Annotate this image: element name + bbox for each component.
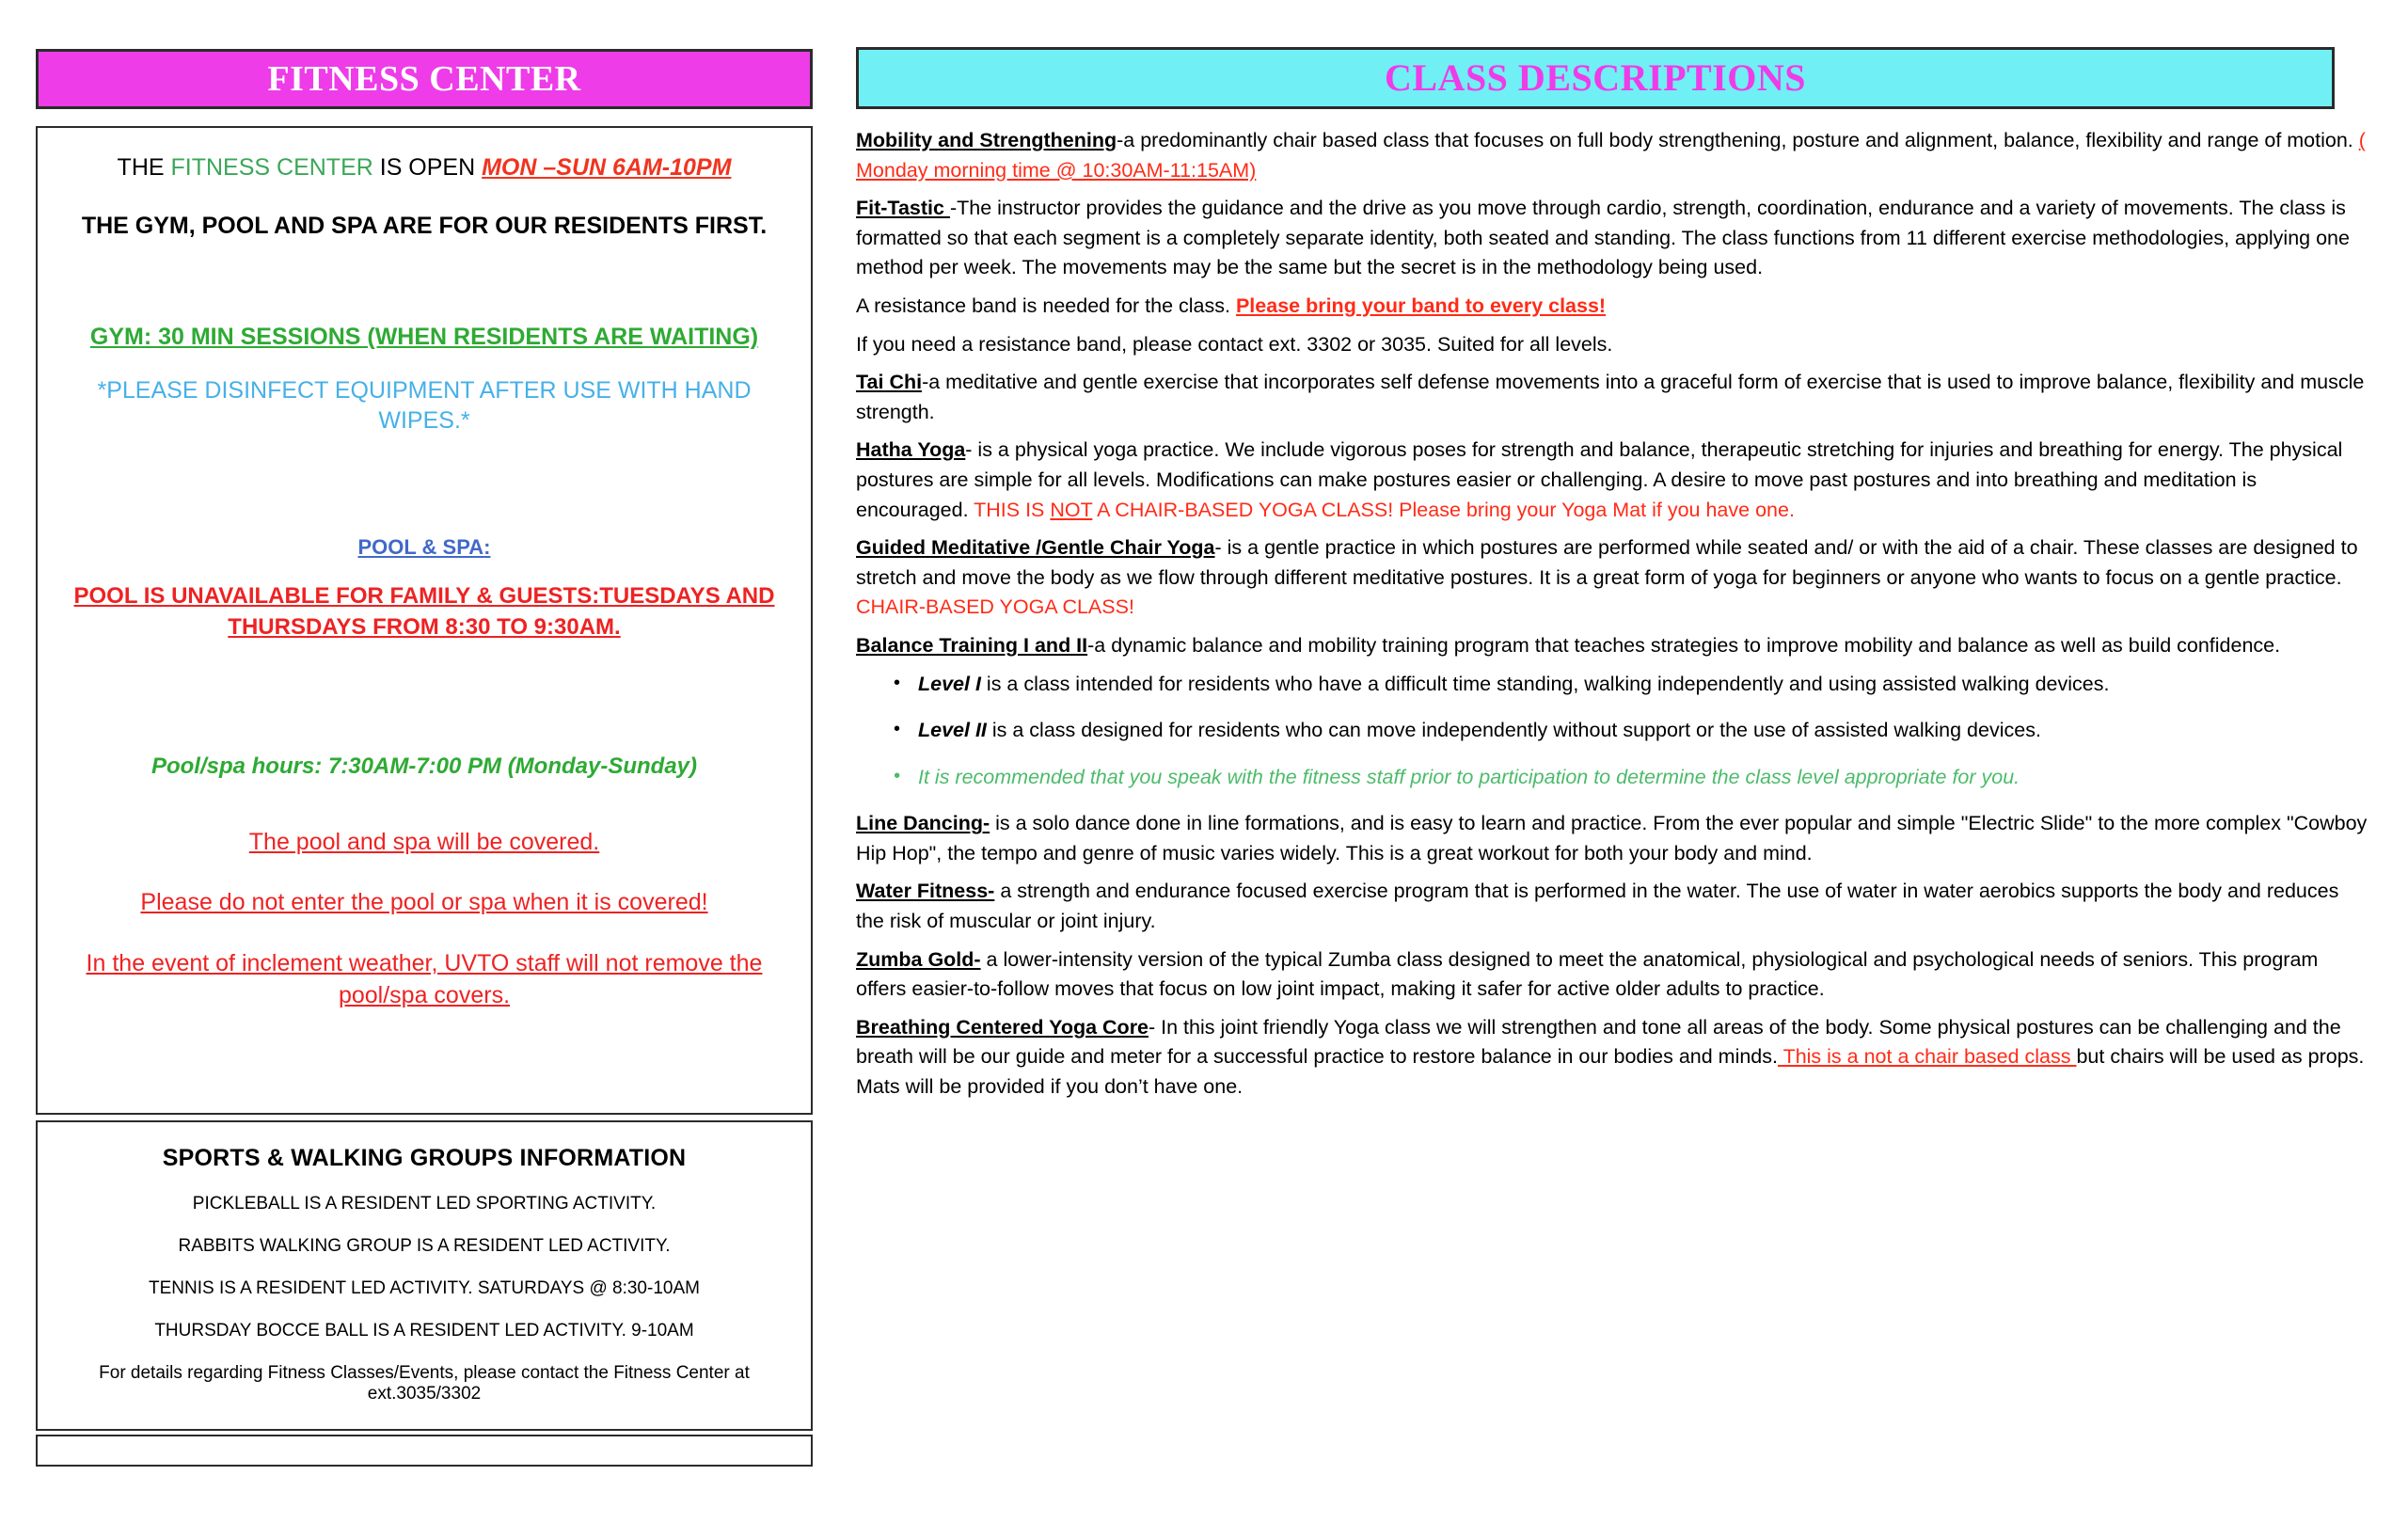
sports-item: PICKLEBALL IS A RESIDENT LED SPORTING ACTIVITY.: [192, 1194, 657, 1214]
class-text: a lower-intensity version of the typical Zumba class designed to meet the anatomical, physiological and psychological needs of seniors. This program offers easier-to-follow moves that focus on low joint impact, making it safer for active older adults to practice.: [856, 947, 2319, 1001]
bottom-empty-strip: [36, 1435, 813, 1467]
disinfect-equipment-notice: *PLEASE DISINFECT EQUIPMENT AFTER USE WITH HAND WIPES.*: [97, 377, 752, 434]
breathing-tail: but chairs will be used as props. Mats will be provided if you don’t have one.: [856, 1045, 2365, 1099]
pool-spa-hours: Pool/spa hours: 7:30AM-7:00 PM (Monday-Sunday): [150, 753, 698, 779]
class-term: Fit-Tastic: [856, 197, 950, 220]
gym-sessions-notice: GYM: 30 MIN SESSIONS (WHEN RESIDENTS ARE WAITING): [89, 324, 759, 350]
class-term: Tai Chi: [856, 371, 923, 394]
fitness-center-banner: [36, 49, 813, 109]
residents-first-notice: THE GYM, POOL AND SPA ARE FOR OUR RESIDENTS FIRST.: [81, 213, 768, 239]
fit-tastic-band-line: [856, 292, 2370, 322]
fitness-center-hours-line: [51, 152, 798, 182]
class-term: Zumba Gold-: [856, 947, 981, 971]
hatha-note-not: NOT: [1050, 498, 1093, 521]
band-note: Please bring your band to every class!: [1235, 293, 1607, 317]
class-text: is a solo dance done in line formations, and is easy to learn and practice. From the ever popular and simple "Electric Slide" to the more complex "Cowboy Hip Hop", the tempo and genre of music varies widely. This is a great workout for both your body and mind.: [856, 812, 2368, 865]
fit-tastic-contact-line: If you need a resistance band, please contact ext. 3302 or 3035. Suited for all levels.: [856, 332, 1613, 356]
balance-training-levels-list: [856, 670, 2370, 793]
class-term: Balance Training I and II: [856, 633, 1088, 657]
list-item: [894, 670, 2370, 700]
band-text: A resistance band is needed for the class.: [856, 293, 1236, 317]
class-term: Mobility and Strengthening: [856, 129, 1117, 151]
class-text: - is a physical yoga practice. We include vigorous poses for strength and balance, therapeutic stretching for injuries and breathing for energy. The physical postures are simple for all levels. Modifications can make postures easier or challenging. A desire to move past postures and into breathing and meditation is encouraged.: [856, 438, 2343, 521]
list-item: [894, 763, 2370, 793]
hatha-note-a: THIS IS: [974, 498, 1051, 521]
class-text: - In this joint friendly Yoga class we will strengthen and tone all areas of the body. Some physical postures can be challenging and the breath will be our guide and meter for a successful practice to restore balance in our bodies and minds.: [856, 1015, 2341, 1069]
sports-item: TENNIS IS A RESIDENT LED ACTIVITY. SATURDAYS @ 8:30-10AM: [149, 1278, 700, 1298]
class-balance-training: [856, 631, 2370, 661]
hatha-note-b: A CHAIR-BASED YOGA CLASS! Please bring your Yoga Mat if you have one.: [1092, 498, 1795, 521]
class-text: -a dynamic balance and mobility training program that teaches strategies to improve mobility and balance as well as build confidence.: [1087, 633, 2281, 657]
open-mid: IS OPEN: [372, 154, 483, 181]
fitness-center-column: [36, 0, 850, 1467]
guided-note: CHAIR-BASED YOGA CLASS!: [856, 595, 1134, 619]
pool-spa-heading: POOL & SPA:: [357, 535, 491, 559]
class-fit-tastic: [856, 194, 2370, 283]
fitness-center-info-box: [36, 126, 813, 1115]
level-text: is a class intended for residents who have a difficult time standing, walking independently and using assisted walking devices.: [980, 672, 2110, 695]
pool-cover-notice-1: The pool and spa will be covered.: [248, 828, 600, 855]
class-breathing-centered-yoga-core: [856, 1013, 2370, 1103]
sports-item: THURSDAY BOCCE BALL IS A RESIDENT LED ACTIVITY. 9-10AM: [154, 1321, 694, 1341]
class-term: Water Fitness-: [856, 880, 995, 903]
class-term: Breathing Centered Yoga Core: [856, 1015, 1149, 1039]
class-water-fitness: [856, 877, 2370, 936]
level-recommendation-text: It is recommended that you speak with the fitness staff prior to participation to determine the class level appropriate for you.: [918, 765, 2020, 788]
sports-walking-groups-box: [36, 1120, 813, 1431]
class-hatha-yoga: [856, 436, 2370, 525]
list-item: [894, 716, 2370, 746]
level-text: is a class designed for residents who can move independently without support or the use of assisted walking devices.: [986, 719, 2041, 742]
sports-item: RABBITS WALKING GROUP IS A RESIDENT LED ACTIVITY.: [178, 1236, 671, 1256]
class-schedule-note: ( Monday morning time @ 10:30AM-11:15AM): [856, 129, 2366, 182]
fitness-center-contact: For details regarding Fitness Classes/Events, please contact the Fitness Center at ext.3035/3302: [99, 1363, 750, 1404]
class-term: Hatha Yoga: [856, 438, 966, 462]
class-text: -a predominantly chair based class that focuses on full body strengthening, posture and alignment, balance, flexibility and range of motion.: [1117, 129, 2359, 151]
class-descriptions-body: [856, 126, 2370, 1103]
breathing-note: This is a not a chair based class: [1777, 1045, 2077, 1069]
class-zumba-gold: [856, 945, 2370, 1005]
class-term: Line Dancing-: [856, 812, 990, 835]
class-descriptions-title: CLASS DESCRIPTIONS: [1384, 56, 1807, 99]
fitness-center-title: FITNESS CENTER: [267, 59, 581, 99]
class-tai-chi: [856, 368, 2370, 427]
class-descriptions-column: [856, 0, 2370, 1111]
open-prefix: THE: [117, 154, 171, 181]
class-guided-meditative-gentle-chair-yoga: [856, 533, 2370, 623]
level-label: Level I: [918, 672, 981, 695]
pool-cover-notice-2: Please do not enter the pool or spa when it is covered!: [140, 889, 708, 916]
pool-unavailable-notice: POOL IS UNAVAILABLE FOR FAMILY & GUESTS:TUESDAYS AND THURSDAYS FROM 8:30 TO 9:30AM.: [73, 583, 775, 640]
class-descriptions-banner: [856, 47, 2335, 109]
sports-groups-title: SPORTS & WALKING GROUPS INFORMATION: [162, 1145, 687, 1171]
class-term: Guided Meditative /Gentle Chair Yoga: [856, 536, 1215, 560]
class-text: - is a gentle practice in which postures are performed while seated and/ or with the aid of a chair. These classes are designed to stretch and move the body as we flow through different meditative postures. It is a great form of yoga for beginners or anyone who wants to focus on a gentle practice.: [856, 536, 2358, 589]
class-mobility-and-strengthening: [856, 126, 2370, 185]
pool-cover-notice-3: In the event of inclement weather, UVTO staff will not remove the pool/spa covers.: [86, 949, 763, 1009]
class-line-dancing: [856, 809, 2370, 868]
class-text: -The instructor provides the guidance and the drive as you move through cardio, strength, coordination, endurance and a variety of movements. The class is formatted so that each segment is a completely separate identity, both seated and standing. The class functions from 11 different exercise methodologies, applying one method per week. The movements may be the same but the secret is in the methodology being used.: [856, 197, 2350, 279]
open-hours-value: MON –SUN 6AM-10PM: [482, 154, 732, 181]
class-text: -a meditative and gentle exercise that incorporates self defense movements into a graceful form of exercise that is used to improve balance, flexibility and muscle strength.: [856, 371, 2365, 423]
class-text: a strength and endurance focused exercise program that is performed in the water. The use of water in water aerobics supports the body and reduces the risk of muscular or joint injury.: [856, 880, 2339, 933]
level-label: Level II: [918, 719, 987, 742]
open-center-name: FITNESS CENTER: [170, 154, 373, 181]
